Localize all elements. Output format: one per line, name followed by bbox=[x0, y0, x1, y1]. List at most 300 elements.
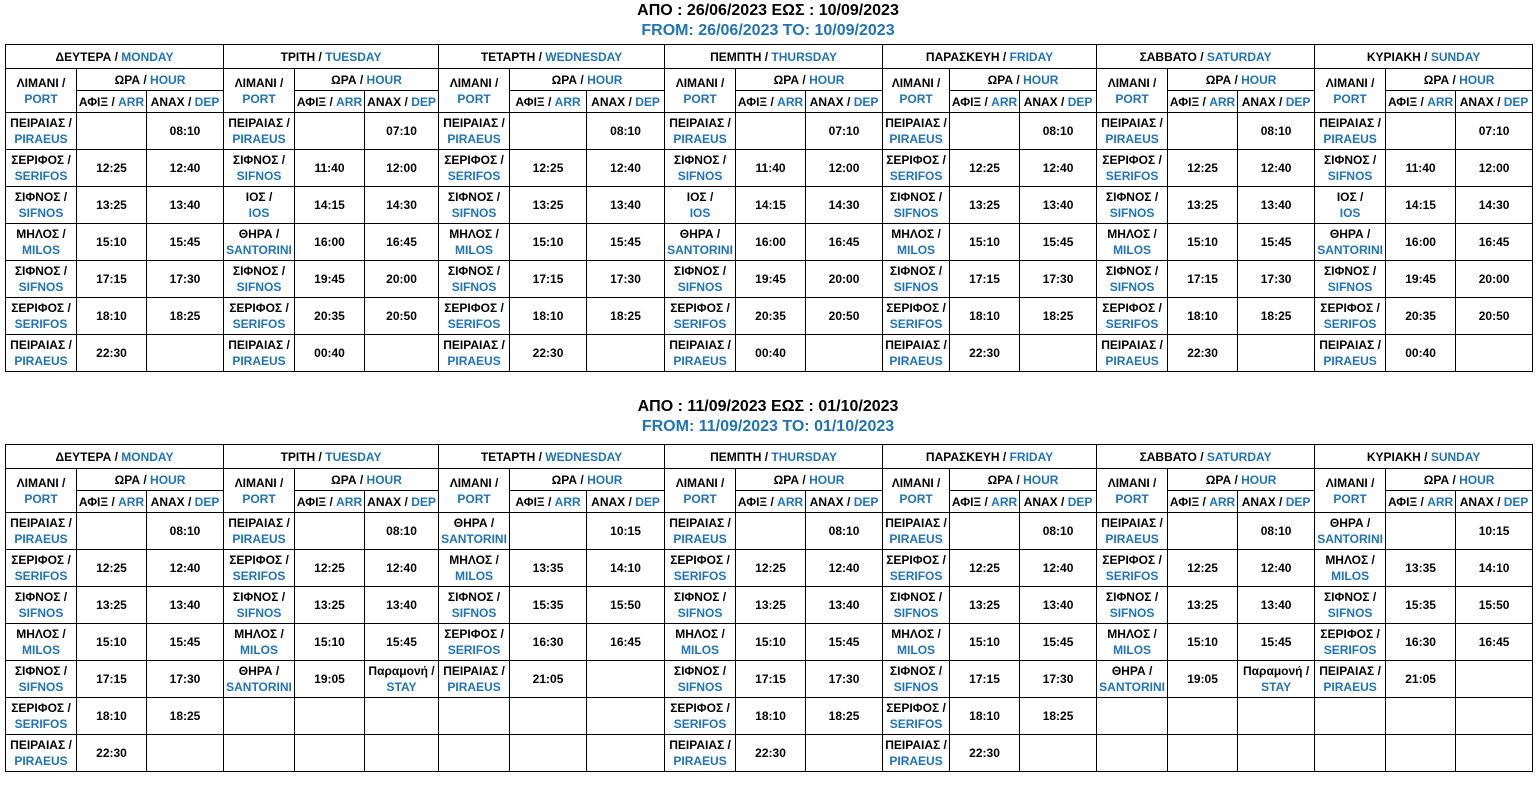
departure-time-cell bbox=[1456, 735, 1533, 772]
port-label-greek: ΛΙΜΑΝΙ / bbox=[449, 475, 499, 490]
port-label-english: PORT bbox=[899, 91, 933, 106]
port-name-greek: ΣΙΦΝΟΣ / bbox=[673, 664, 727, 678]
port-name-greek: ΣΕΡΙΦΟΣ / bbox=[11, 301, 71, 315]
arrival-label-english: ARR bbox=[1209, 94, 1236, 109]
port-cell bbox=[439, 661, 510, 698]
port-name-english: SANTORINI bbox=[226, 680, 292, 694]
departure-time-cell: 15:45 bbox=[365, 624, 439, 661]
port-name-greek: ΠΕΙΡΑΙΑΣ / bbox=[885, 516, 947, 530]
port-cell bbox=[6, 298, 77, 335]
table-row bbox=[6, 335, 1533, 372]
departure-label-english: DEP bbox=[194, 494, 220, 509]
departure-time-cell: 20:50 bbox=[806, 298, 883, 335]
day-name-english: THURSDAY bbox=[771, 49, 837, 64]
arrival-time-cell: 20:35 bbox=[736, 298, 806, 335]
arrival-label-english: ARR bbox=[991, 494, 1018, 509]
hour-label-greek: ΩΡΑ / bbox=[551, 72, 588, 87]
arrival-time-cell: 13:25 bbox=[1168, 187, 1238, 224]
arrival-column-header bbox=[510, 91, 587, 113]
departure-time-cell bbox=[1238, 735, 1315, 772]
hour-label-english: HOUR bbox=[1459, 72, 1495, 87]
port-name-english: PIRAEUS bbox=[14, 354, 68, 368]
port-label-greek: ΛΙΜΑΝΙ / bbox=[891, 475, 941, 490]
hour-label-greek: ΩΡΑ / bbox=[1205, 72, 1242, 87]
port-name-greek: ΣΕΡΙΦΟΣ / bbox=[886, 701, 946, 715]
port-cell bbox=[6, 661, 77, 698]
port-name-greek: ΠΕΙΡΑΙΑΣ / bbox=[669, 738, 731, 752]
schedule-table-period-1 bbox=[5, 44, 1533, 372]
port-name-english: SERIFOS bbox=[673, 569, 727, 583]
arrival-time-cell: 13:25 bbox=[77, 587, 147, 624]
arrival-time-cell: 17:15 bbox=[77, 661, 147, 698]
port-cell bbox=[439, 335, 510, 372]
port-name-english: SIFNOS bbox=[1109, 206, 1155, 220]
port-cell bbox=[224, 224, 295, 261]
arrival-time-cell: 22:30 bbox=[950, 735, 1020, 772]
port-name-english: SIFNOS bbox=[893, 680, 939, 694]
arrival-label-greek: ΑΦΙΞ / bbox=[78, 494, 119, 509]
port-name-english: SIFNOS bbox=[677, 606, 723, 620]
port-name-english: SERIFOS bbox=[447, 317, 501, 331]
departure-label-english: DEP bbox=[853, 94, 879, 109]
departure-label-english: DEP bbox=[1285, 494, 1311, 509]
port-name-english: MILOS bbox=[22, 643, 60, 657]
arrival-time-cell: 13:25 bbox=[950, 187, 1020, 224]
port-cell bbox=[1315, 661, 1386, 698]
port-label-greek: ΛΙΜΑΝΙ / bbox=[1107, 75, 1157, 90]
hour-label-greek: ΩΡΑ / bbox=[773, 472, 810, 487]
port-name-english: SERIFOS bbox=[447, 643, 501, 657]
port-name-greek: ΘΗΡΑ / bbox=[1329, 227, 1371, 241]
departure-time-cell: 13:40 bbox=[365, 587, 439, 624]
departure-label-english: DEP bbox=[635, 94, 660, 109]
port-name-greek: ΘΗΡΑ / bbox=[679, 227, 721, 241]
departure-label-english: DEP bbox=[411, 94, 436, 109]
departure-time-cell bbox=[587, 335, 665, 372]
departure-time-cell: 12:40 bbox=[806, 550, 883, 587]
departure-time-cell: 15:45 bbox=[147, 224, 224, 261]
departure-time-cell: 17:30 bbox=[147, 661, 224, 698]
arrival-label-greek: ΑΦΙΞ / bbox=[1387, 494, 1428, 509]
port-cell bbox=[6, 513, 77, 550]
port-name-greek: ΣΙΦΝΟΣ / bbox=[673, 590, 727, 604]
stay-label-english: STAY bbox=[386, 680, 417, 694]
port-name-greek: ΠΕΙΡΑΙΑΣ / bbox=[10, 116, 72, 130]
port-cell bbox=[1097, 587, 1168, 624]
departure-time-cell: 12:40 bbox=[1238, 150, 1315, 187]
port-name-greek: ΣΙΦΝΟΣ / bbox=[14, 264, 68, 278]
port-name-greek: ΣΕΡΙΦΟΣ / bbox=[444, 627, 504, 641]
arrival-time-cell: 16:00 bbox=[736, 224, 806, 261]
port-name-english: SIFNOS bbox=[18, 680, 64, 694]
table-row bbox=[6, 513, 1533, 550]
arrival-label-english: ARR bbox=[1209, 494, 1236, 509]
arrival-time-cell: 15:10 bbox=[77, 224, 147, 261]
departure-label-english: DEP bbox=[1067, 94, 1093, 109]
arrival-time-cell: 22:30 bbox=[1168, 335, 1238, 372]
port-name-greek: ΘΗΡΑ / bbox=[1111, 664, 1153, 678]
departure-label-greek: ΑΝΑΧ / bbox=[1459, 494, 1504, 509]
arrival-time-cell: 14:15 bbox=[295, 187, 365, 224]
stay-label-greek: Παραμονή / bbox=[1242, 664, 1310, 678]
departure-time-cell: 17:30 bbox=[587, 261, 665, 298]
port-cell bbox=[883, 513, 950, 550]
table-row bbox=[6, 261, 1533, 298]
arrival-time-cell: 11:40 bbox=[295, 150, 365, 187]
port-label-greek: ΛΙΜΑΝΙ / bbox=[675, 75, 725, 90]
port-cell bbox=[1315, 187, 1386, 224]
arrival-label-english: ARR bbox=[336, 494, 363, 509]
port-label-english: PORT bbox=[1115, 91, 1149, 106]
day-header bbox=[6, 445, 224, 469]
day-name-english: WEDNESDAY bbox=[545, 49, 623, 64]
arrival-label-greek: ΑΦΙΞ / bbox=[78, 94, 119, 109]
table-row bbox=[6, 150, 1533, 187]
arrival-time-cell: 13:25 bbox=[1168, 587, 1238, 624]
arrival-time-cell bbox=[510, 735, 587, 772]
port-name-greek: ΜΗΛΟΣ / bbox=[16, 627, 66, 641]
port-cell bbox=[6, 150, 77, 187]
table-row bbox=[6, 224, 1533, 261]
port-cell bbox=[665, 150, 736, 187]
port-label-english: PORT bbox=[242, 91, 276, 106]
port-cell bbox=[665, 261, 736, 298]
port-name-greek: ΠΕΙΡΑΙΑΣ / bbox=[443, 664, 505, 678]
arrival-time-cell: 13:35 bbox=[510, 550, 587, 587]
port-name-english: MILOS bbox=[1113, 643, 1152, 657]
port-cell bbox=[224, 187, 295, 224]
hour-label-english: HOUR bbox=[1459, 472, 1495, 487]
port-cell bbox=[439, 298, 510, 335]
departure-time-cell: 12:40 bbox=[1238, 550, 1315, 587]
departure-time-cell: 08:10 bbox=[1020, 513, 1097, 550]
hour-label-greek: ΩΡΑ / bbox=[987, 72, 1024, 87]
day-header bbox=[1097, 45, 1315, 69]
port-name-greek: ΠΕΙΡΑΙΑΣ / bbox=[10, 738, 72, 752]
departure-time-cell: 12:40 bbox=[147, 550, 224, 587]
departure-label-english: DEP bbox=[635, 494, 660, 509]
arrival-time-cell: 12:25 bbox=[1168, 150, 1238, 187]
departure-time-cell bbox=[587, 698, 665, 735]
port-name-english: SIFNOS bbox=[18, 206, 64, 220]
port-cell bbox=[439, 113, 510, 150]
port-name-english: SANTORINI bbox=[441, 532, 507, 546]
port-label-greek: ΛΙΜΑΝΙ / bbox=[1325, 475, 1375, 490]
departure-time-cell: 13:40 bbox=[1238, 587, 1315, 624]
arrival-label-greek: ΑΦΙΞ / bbox=[737, 494, 778, 509]
arrival-time-cell: 00:40 bbox=[295, 335, 365, 372]
port-cell bbox=[439, 513, 510, 550]
port-name-greek: ΜΗΛΟΣ / bbox=[449, 227, 499, 241]
port-cell bbox=[665, 624, 736, 661]
period-1-title-english: FROM: 26/06/2023 TO: 10/09/2023 bbox=[641, 22, 895, 39]
port-name-english: SERIFOS bbox=[889, 569, 943, 583]
hour-column-header bbox=[510, 69, 665, 91]
arrival-time-cell: 16:00 bbox=[295, 224, 365, 261]
port-label-greek: ΛΙΜΑΝΙ / bbox=[16, 75, 66, 90]
departure-time-cell: 16:45 bbox=[587, 624, 665, 661]
port-name-greek: ΜΗΛΟΣ / bbox=[1107, 627, 1157, 641]
port-label-english: PORT bbox=[683, 91, 717, 106]
arrival-time-cell: 15:35 bbox=[1386, 587, 1456, 624]
arrival-label-english: ARR bbox=[118, 94, 145, 109]
port-name-english: SIFNOS bbox=[1327, 280, 1373, 294]
port-name-english: PIRAEUS bbox=[1105, 532, 1159, 546]
port-name-english: SIFNOS bbox=[893, 280, 939, 294]
departure-time-cell bbox=[806, 735, 883, 772]
port-name-greek: ΜΗΛΟΣ / bbox=[675, 627, 725, 641]
arrival-column-header bbox=[1168, 491, 1238, 513]
arrival-time-cell: 17:15 bbox=[736, 661, 806, 698]
port-name-greek: ΜΗΛΟΣ / bbox=[1107, 227, 1157, 241]
port-cell bbox=[1315, 335, 1386, 372]
arrival-column-header bbox=[950, 491, 1020, 513]
day-name-greek: ΚΥΡΙΑΚΗ / bbox=[1366, 449, 1431, 464]
port-cell bbox=[1315, 150, 1386, 187]
port-name-greek: ΣΙΦΝΟΣ / bbox=[889, 590, 943, 604]
port-column-header bbox=[1315, 69, 1386, 113]
port-name-english: MILOS bbox=[240, 643, 279, 657]
hour-column-header bbox=[1168, 469, 1315, 491]
arrival-time-cell: 15:10 bbox=[736, 624, 806, 661]
port-name-greek: ΣΕΡΙΦΟΣ / bbox=[1102, 553, 1162, 567]
port-name-greek: ΣΙΦΝΟΣ / bbox=[1323, 590, 1377, 604]
hour-column-header bbox=[295, 69, 439, 91]
port-cell bbox=[1097, 187, 1168, 224]
port-column-header bbox=[439, 469, 510, 513]
arrival-column-header bbox=[295, 91, 365, 113]
port-cell bbox=[883, 698, 950, 735]
port-name-greek: ΠΕΙΡΑΙΑΣ / bbox=[1101, 116, 1163, 130]
port-cell bbox=[224, 661, 295, 698]
port-name-english: SERIFOS bbox=[232, 317, 286, 331]
hour-column-header bbox=[1168, 69, 1315, 91]
port-column-header bbox=[6, 69, 77, 113]
port-name-english: SERIFOS bbox=[14, 169, 68, 183]
port-name-greek: ΣΕΡΙΦΟΣ / bbox=[444, 301, 504, 315]
port-cell bbox=[6, 113, 77, 150]
departure-time-cell bbox=[1238, 335, 1315, 372]
port-name-english: SERIFOS bbox=[673, 317, 727, 331]
departure-label-greek: ΑΝΑΧ / bbox=[591, 494, 636, 509]
port-name-english: MILOS bbox=[897, 643, 936, 657]
port-name-english: IOS bbox=[1339, 206, 1361, 220]
port-cell bbox=[6, 550, 77, 587]
arrival-label-greek: ΑΦΙΞ / bbox=[296, 94, 337, 109]
day-header bbox=[6, 45, 224, 69]
column-header-row bbox=[6, 69, 1533, 91]
port-name-english: SIFNOS bbox=[18, 280, 64, 294]
table-row bbox=[6, 187, 1533, 224]
day-header-row bbox=[6, 45, 1533, 69]
port-cell bbox=[665, 224, 736, 261]
arrival-time-cell: 13:25 bbox=[950, 587, 1020, 624]
port-name-greek: ΣΙΦΝΟΣ / bbox=[1323, 264, 1377, 278]
departure-time-cell: 08:10 bbox=[1238, 513, 1315, 550]
port-cell bbox=[665, 113, 736, 150]
port-cell bbox=[883, 261, 950, 298]
hour-column-header bbox=[1386, 469, 1533, 491]
port-name-english: SIFNOS bbox=[893, 206, 939, 220]
port-name-greek: ΣΕΡΙΦΟΣ / bbox=[886, 553, 946, 567]
port-name-greek: ΙΟΣ / bbox=[686, 190, 714, 204]
port-cell bbox=[665, 550, 736, 587]
departure-time-cell: 15:45 bbox=[147, 624, 224, 661]
port-name-english: SERIFOS bbox=[232, 569, 286, 583]
port-name-greek: ΙΟΣ / bbox=[1336, 190, 1364, 204]
port-cell bbox=[1097, 224, 1168, 261]
port-name-greek: ΠΕΙΡΑΙΑΣ / bbox=[885, 738, 947, 752]
arrival-label-greek: ΑΦΙΞ / bbox=[515, 94, 555, 109]
port-label-english: PORT bbox=[1333, 491, 1367, 506]
arrival-time-cell bbox=[950, 513, 1020, 550]
hour-label-greek: ΩΡΑ / bbox=[773, 72, 810, 87]
port-label-greek: ΛΙΜΑΝΙ / bbox=[449, 75, 499, 90]
port-name-english: PIRAEUS bbox=[1323, 680, 1377, 694]
departure-column-header bbox=[1020, 491, 1097, 513]
departure-time-cell bbox=[147, 735, 224, 772]
arrival-time-cell bbox=[1168, 735, 1238, 772]
port-cell bbox=[1097, 735, 1168, 772]
hour-label-english: HOUR bbox=[587, 72, 623, 87]
port-name-greek: ΣΕΡΙΦΟΣ / bbox=[1320, 627, 1380, 641]
arrival-column-header bbox=[1386, 491, 1456, 513]
departure-time-cell: 14:30 bbox=[1456, 187, 1533, 224]
departure-column-header bbox=[365, 491, 439, 513]
port-name-english: MILOS bbox=[1113, 243, 1152, 257]
day-name-greek: ΚΥΡΙΑΚΗ / bbox=[1366, 49, 1431, 64]
arrival-time-cell: 19:05 bbox=[1168, 661, 1238, 698]
port-name-english: PIRAEUS bbox=[14, 532, 68, 546]
period-2-title-greek: ΑΠΟ : 11/09/2023 ΕΩΣ : 01/10/2023 bbox=[637, 398, 899, 415]
port-cell bbox=[6, 261, 77, 298]
port-cell bbox=[665, 298, 736, 335]
port-name-english: PIRAEUS bbox=[673, 754, 727, 768]
table-row bbox=[6, 735, 1533, 772]
port-name-english: PIRAEUS bbox=[673, 354, 727, 368]
departure-label-greek: ΑΝΑΧ / bbox=[1459, 94, 1504, 109]
port-name-greek: ΣΕΡΙΦΟΣ / bbox=[1320, 301, 1380, 315]
port-name-english: MILOS bbox=[1331, 569, 1370, 583]
port-name-greek: ΠΕΙΡΑΙΑΣ / bbox=[10, 516, 72, 530]
arrival-time-cell: 00:40 bbox=[736, 335, 806, 372]
port-name-greek: ΠΕΙΡΑΙΑΣ / bbox=[1101, 338, 1163, 352]
arrival-label-english: ARR bbox=[554, 94, 581, 109]
arrival-column-header bbox=[1386, 91, 1456, 113]
departure-time-cell: 18:25 bbox=[806, 698, 883, 735]
departure-time-cell: 18:25 bbox=[147, 298, 224, 335]
departure-time-cell: 13:40 bbox=[147, 587, 224, 624]
arrival-time-cell: 11:40 bbox=[736, 150, 806, 187]
arrival-time-cell: 18:10 bbox=[1168, 298, 1238, 335]
hour-label-english: HOUR bbox=[1023, 72, 1059, 87]
port-name-greek: ΣΕΡΙΦΟΣ / bbox=[1102, 153, 1162, 167]
port-name-greek: ΜΗΛΟΣ / bbox=[16, 227, 66, 241]
arrival-time-cell bbox=[1386, 735, 1456, 772]
port-cell bbox=[224, 735, 295, 772]
day-header bbox=[224, 45, 439, 69]
departure-time-cell: 13:40 bbox=[587, 187, 665, 224]
departure-column-header bbox=[806, 491, 883, 513]
departure-label-english: DEP bbox=[194, 94, 220, 109]
port-cell bbox=[1097, 298, 1168, 335]
arrival-time-cell: 15:10 bbox=[77, 624, 147, 661]
departure-time-cell: 07:10 bbox=[1456, 113, 1533, 150]
port-cell bbox=[224, 513, 295, 550]
arrival-time-cell: 21:05 bbox=[1386, 661, 1456, 698]
arrival-time-cell: 17:15 bbox=[950, 661, 1020, 698]
port-cell bbox=[1097, 661, 1168, 698]
departure-time-cell: 18:25 bbox=[587, 298, 665, 335]
port-name-greek: ΣΙΦΝΟΣ / bbox=[232, 153, 286, 167]
port-name-greek: ΣΙΦΝΟΣ / bbox=[14, 664, 68, 678]
port-cell bbox=[1097, 261, 1168, 298]
departure-time-cell bbox=[587, 661, 665, 698]
port-cell bbox=[439, 735, 510, 772]
departure-time-cell: 07:10 bbox=[365, 113, 439, 150]
period-2-title-english: FROM: 11/09/2023 TO: 01/10/2023 bbox=[641, 418, 895, 435]
day-header bbox=[439, 45, 665, 69]
day-name-english: SATURDAY bbox=[1206, 49, 1272, 64]
hour-label-greek: ΩΡΑ / bbox=[114, 472, 151, 487]
port-cell bbox=[1315, 624, 1386, 661]
port-cell bbox=[439, 224, 510, 261]
port-name-english: MILOS bbox=[897, 243, 936, 257]
hour-label-english: HOUR bbox=[587, 472, 623, 487]
departure-time-cell: 16:45 bbox=[365, 224, 439, 261]
port-name-greek: ΣΙΦΝΟΣ / bbox=[447, 590, 501, 604]
day-header bbox=[665, 45, 883, 69]
hour-label-english: HOUR bbox=[1241, 472, 1277, 487]
departure-time-cell bbox=[365, 735, 439, 772]
arrival-time-cell: 13:35 bbox=[1386, 550, 1456, 587]
departure-time-cell: 15:50 bbox=[587, 587, 665, 624]
port-cell bbox=[439, 624, 510, 661]
port-label-english: PORT bbox=[457, 91, 491, 106]
port-name-greek: ΣΕΡΙΦΟΣ / bbox=[670, 301, 730, 315]
day-name-english: SATURDAY bbox=[1206, 449, 1272, 464]
port-name-greek: ΠΕΙΡΑΙΑΣ / bbox=[228, 516, 290, 530]
hour-label-greek: ΩΡΑ / bbox=[114, 72, 151, 87]
departure-time-cell: 17:30 bbox=[1020, 661, 1097, 698]
departure-stay-cell bbox=[365, 661, 439, 698]
arrival-label-greek: ΑΦΙΞ / bbox=[951, 94, 992, 109]
arrival-time-cell bbox=[736, 513, 806, 550]
departure-time-cell: 14:30 bbox=[806, 187, 883, 224]
port-cell bbox=[224, 298, 295, 335]
hour-column-header bbox=[77, 469, 224, 491]
port-name-english: SIFNOS bbox=[893, 606, 939, 620]
port-cell bbox=[6, 187, 77, 224]
port-name-english: SANTORINI bbox=[1317, 532, 1383, 546]
departure-time-cell bbox=[365, 335, 439, 372]
port-cell bbox=[6, 698, 77, 735]
port-label-greek: ΛΙΜΑΝΙ / bbox=[1107, 475, 1157, 490]
arrival-time-cell: 16:30 bbox=[1386, 624, 1456, 661]
hour-column-header bbox=[1386, 69, 1533, 91]
arrival-label-greek: ΑΦΙΞ / bbox=[1169, 94, 1210, 109]
port-name-greek: ΣΕΡΙΦΟΣ / bbox=[886, 153, 946, 167]
port-cell bbox=[1315, 550, 1386, 587]
arrival-column-header bbox=[77, 91, 147, 113]
port-name-english: PIRAEUS bbox=[447, 680, 501, 694]
port-cell bbox=[224, 550, 295, 587]
column-header-row bbox=[6, 469, 1533, 491]
departure-time-cell bbox=[1238, 698, 1315, 735]
departure-time-cell: 13:40 bbox=[1020, 187, 1097, 224]
port-cell bbox=[224, 335, 295, 372]
port-cell bbox=[439, 698, 510, 735]
